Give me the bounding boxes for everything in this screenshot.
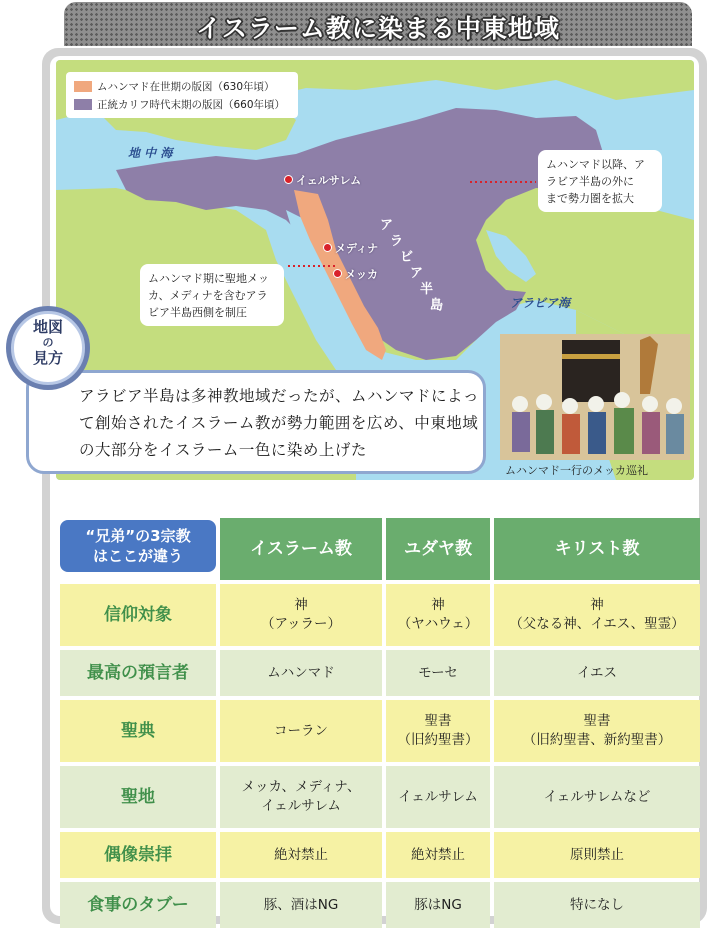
- table-cell: [220, 766, 382, 828]
- legend-item-muhammad: [74, 79, 275, 94]
- legend-item-caliphate: [74, 97, 285, 112]
- callout-west: [140, 264, 284, 326]
- painting-illustration: [500, 334, 690, 460]
- column-header-christianity: キリスト教: [494, 518, 700, 580]
- table-cell: コーラン: [220, 700, 382, 762]
- peninsula-char: ア: [410, 266, 424, 281]
- cell-line: （ヤハウェ）: [397, 616, 479, 632]
- legend-swatch-purple: [74, 99, 92, 110]
- table-row: [60, 700, 700, 762]
- page-title: イスラーム教に染まる中東地域: [196, 14, 560, 43]
- row-label: 食事のタブー: [60, 882, 216, 928]
- label-mediterranean: 地 中 海: [128, 146, 173, 160]
- row-label: 聖地: [60, 766, 216, 828]
- row-label: 信仰対象: [60, 584, 216, 646]
- howto-bubble: [26, 370, 486, 474]
- map-legend: [66, 72, 298, 118]
- legend-label: 正統カリフ時代末期の版図（660年頃）: [97, 99, 286, 111]
- city-label-medina: メディナ: [335, 242, 379, 255]
- badge-line: の: [42, 336, 54, 349]
- column-header-islam: イスラーム教: [220, 518, 382, 580]
- cell-line: 神: [590, 597, 604, 613]
- city-marker-jerusalem: [284, 175, 293, 184]
- table-row: [60, 766, 700, 828]
- badge-line: 見方: [32, 349, 63, 367]
- city-label-mecca: メッカ: [345, 268, 378, 281]
- photo-caption: ムハンマド一行のメッカ巡礼: [505, 464, 648, 477]
- table-cell: [386, 700, 490, 762]
- peninsula-char: 半: [420, 282, 434, 297]
- table-cell: [220, 584, 382, 646]
- label-arabian-sea: アラビア海: [510, 296, 571, 310]
- cell-line: 神: [294, 597, 308, 613]
- table-cell: 特になし: [494, 882, 700, 928]
- legend-label: ムハンマド在世期の版図（630年頃）: [97, 81, 275, 93]
- city-marker-mecca: [333, 269, 342, 278]
- table-corner-tab: [60, 520, 216, 572]
- legend-swatch-orange: [74, 81, 92, 92]
- cell-line: 聖書: [583, 713, 611, 729]
- table-cell: イエス: [494, 650, 700, 696]
- city-label-jerusalem: イェルサレム: [296, 174, 362, 187]
- table-cell: 絶対禁止: [220, 832, 382, 878]
- corner-line: はここが違う: [92, 547, 183, 565]
- cell-line: 神: [431, 597, 445, 613]
- table-cell: モーセ: [386, 650, 490, 696]
- title-banner: [64, 2, 692, 46]
- pilgrimage-painting: [500, 334, 690, 460]
- table-cell: [386, 584, 490, 646]
- callout-line: ムハンマド期に聖地メッ: [148, 272, 269, 285]
- callout-line: カ、メディナを含むアラ: [148, 289, 268, 302]
- callout-east: [538, 150, 662, 212]
- corner-line: “兄弟”の3宗教: [85, 527, 191, 545]
- table-cell: [494, 700, 700, 762]
- table-header-row: [60, 518, 700, 580]
- badge-line: 地図: [32, 318, 63, 336]
- cell-line: （旧約聖書）: [397, 732, 479, 748]
- peninsula-char: ビ: [400, 250, 414, 265]
- row-label: 最高の預言者: [60, 650, 216, 696]
- table-cell: 豚、酒はNG: [220, 882, 382, 928]
- column-header-judaism: ユダヤ教: [386, 518, 490, 580]
- table-cell: イェルサレム: [386, 766, 490, 828]
- row-label: 聖典: [60, 700, 216, 762]
- table-cell: イェルサレムなど: [494, 766, 700, 828]
- table-cell: 原則禁止: [494, 832, 700, 878]
- cell-line: メッカ、メディナ、: [241, 779, 361, 795]
- peninsula-char: 島: [430, 298, 444, 313]
- table-cell: 豚はNG: [386, 882, 490, 928]
- city-marker-medina: [323, 243, 332, 252]
- cell-line: （旧約聖書、新約聖書）: [522, 732, 672, 748]
- table-row: [60, 650, 700, 696]
- peninsula-char: ア: [380, 218, 394, 233]
- callout-line: ラビア半島の外に: [546, 175, 634, 188]
- callout-line: ムハンマド以降、ア: [546, 158, 645, 171]
- callout-line: まで勢力圏を拡大: [546, 192, 634, 205]
- cell-line: 聖書: [424, 713, 452, 729]
- callout-line: ビア半島西側を制圧: [148, 306, 247, 319]
- table-row: [60, 832, 700, 878]
- peninsula-char: ラ: [390, 234, 404, 249]
- howto-text: アラビア半島は多神教地域だったが、ムハンマドによって創始されたイスラーム教が勢力範囲を広め、中東地域の大部分をイスラーム一色に染め上げた: [79, 387, 480, 459]
- cell-line: （父なる神、イエス、聖霊）: [509, 616, 685, 632]
- table-cell: ムハンマド: [220, 650, 382, 696]
- table-cell: 絶対禁止: [386, 832, 490, 878]
- cell-line: イェルサレム: [261, 798, 341, 814]
- table-row: [60, 882, 700, 928]
- religion-comparison-table: [56, 514, 704, 932]
- howto-badge: [11, 318, 85, 367]
- row-label: 偶像崇拝: [60, 832, 216, 878]
- cell-line: （アッラー）: [260, 616, 342, 632]
- table-row: [60, 584, 700, 646]
- table-corner: [60, 518, 216, 580]
- table-cell: [494, 584, 700, 646]
